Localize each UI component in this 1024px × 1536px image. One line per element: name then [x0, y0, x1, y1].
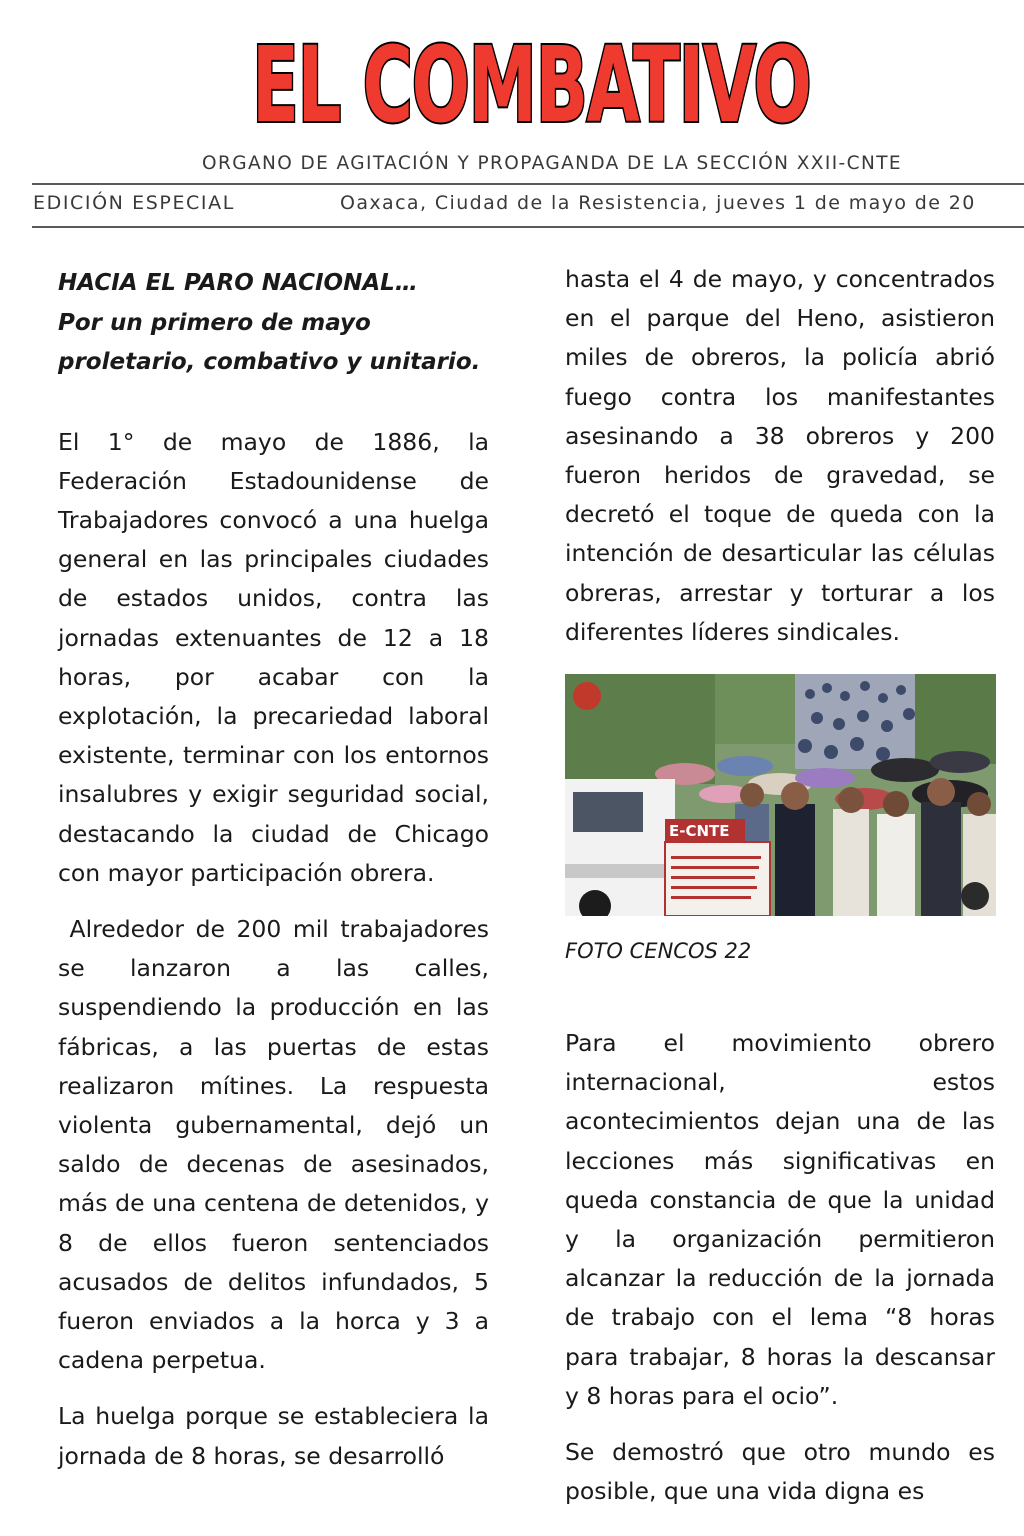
right-column: [565, 260, 995, 1511]
header-rule-top: [32, 183, 1024, 185]
newspaper-title: EL COMBATIVO: [252, 24, 811, 146]
paragraph-5: Para el movimiento obrero internacional, estos acontecimientos dejan una de las lecciones más significativas en queda constancia de que la unidad y la organización permitieron alcanzar la reducción de la jornada de trabajo con el lema “8 horas para trabajar, 8 horas la descansar y 8 horas para el ocio”.: [565, 1029, 995, 1410]
header-rule-bottom: [32, 226, 1024, 228]
photo-caption: FOTO CENCOS 22: [565, 939, 752, 964]
newspaper-subtitle: ORGANO DE AGITACIÓN Y PROPAGANDA DE LA SECCIÓN XXII-CNTE: [202, 153, 902, 174]
paragraph-4: hasta el 4 de mayo, y concentrados en el parque del Heno, asistieron miles de obreros, la policía abrió fuego contra los manifestantes asesinando a 38 obreros y 200 fueron heridos de gravedad, se decretó el toque de queda con la intención de desarticular las células obreras, arrestar y torturar a los diferentes líderes sindicales.: [565, 265, 995, 646]
march-photo: [565, 674, 996, 916]
banner-text: E-CNTE: [669, 822, 730, 841]
paragraph-2: Alrededor de 200 mil trabajadores se lanzaron a las calles, suspendiendo la producción en las fábricas, a las puertas de estas realizaron mítines. La respuesta violenta gubernamental, dejó un saldo de decenas de asesinados, más de una centena de detenidos, y 8 de ellos fueron sentenciados acusados de delitos infundados, 5 fueron enviados a la horca y 3 a cadena perpetua.: [58, 914, 497, 1375]
left-column: [58, 264, 497, 1476]
headline-line-1: HACIA EL PARO NACIONAL…: [58, 270, 418, 296]
paragraph-6: Se demostró que otro mundo es posible, que una vida digna es: [565, 1438, 995, 1506]
paragraph-3: La huelga porque se estableciera la jornada de 8 horas, se desarrolló: [58, 1402, 489, 1470]
masthead: [0, 0, 1024, 174]
edition-label: EDICIÓN ESPECIAL: [33, 192, 235, 214]
dateline: Oaxaca, Ciudad de la Resistencia, jueves 1 de mayo de 20: [340, 192, 976, 214]
headline-line-2: Por un primero de mayo proletario, combativo y unitario.: [58, 309, 481, 375]
paragraph-1: El 1° de mayo de 1886, la Federación Estadounidense de Trabajadores convocó a una huelga general en las principales ciudades de estados unidos, contra las jornadas extenuantes de 12 a 18 horas, por acabar con la explotación, la precariedad laboral existente, terminar con los entornos insalubres y exigir seguridad social, destacando la ciudad de Chicago con mayor participación obrera.: [58, 427, 489, 887]
article-headline: [58, 264, 489, 383]
march-photo-illustration: [565, 674, 996, 916]
